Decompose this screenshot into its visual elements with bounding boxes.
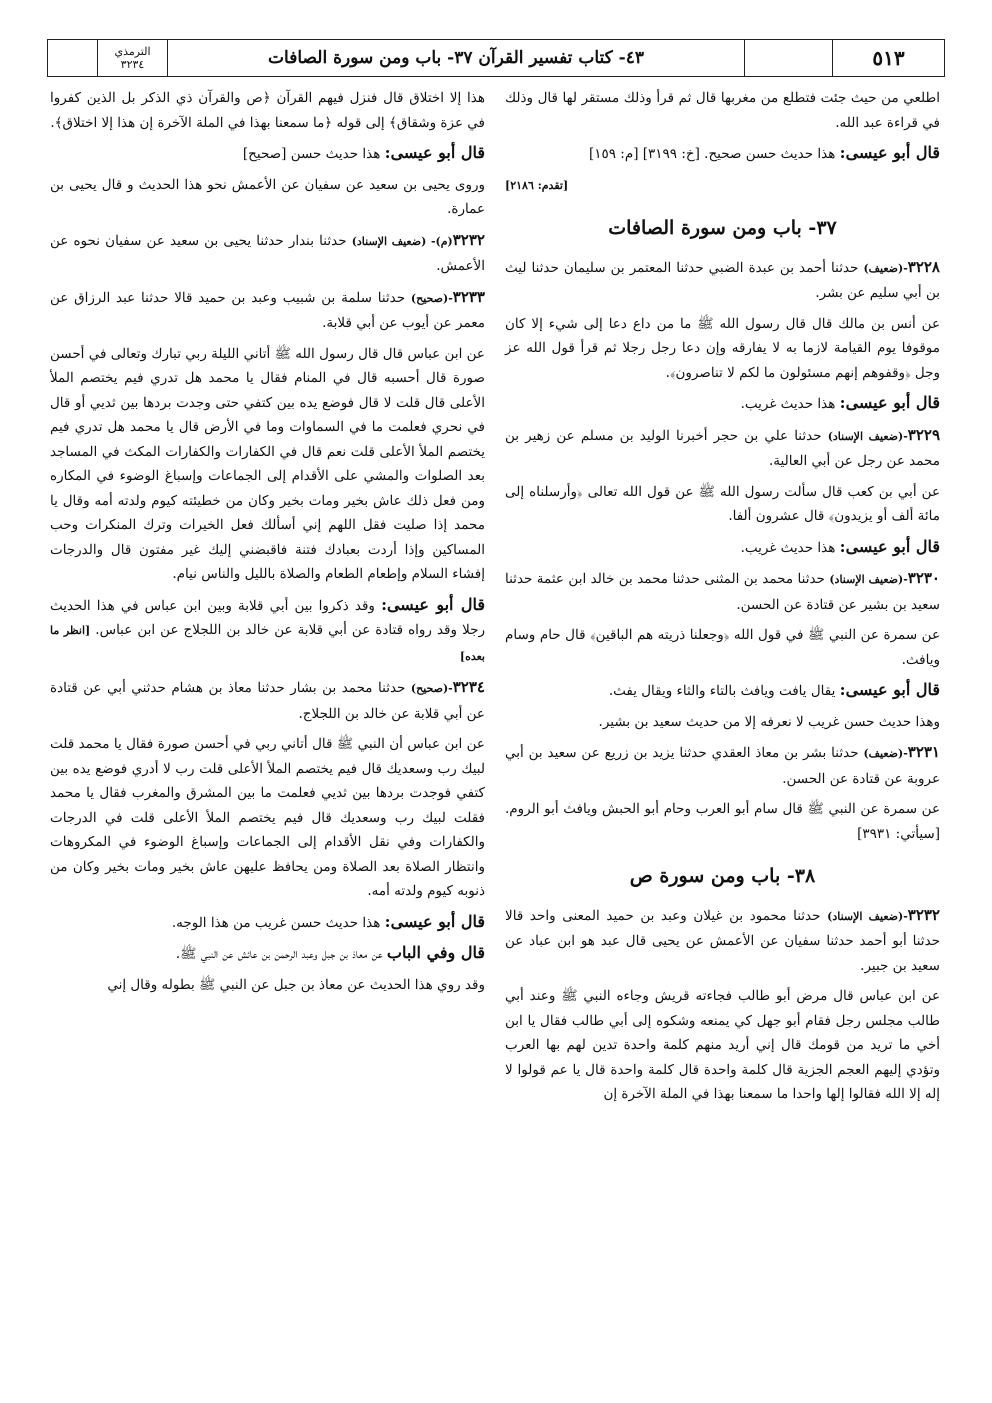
header-empty-cell (48, 40, 97, 76)
reference-label: الترمذي (114, 45, 151, 58)
page-header (47, 39, 945, 77)
paragraph: قال أبو عيسى: هذا حديث حسن صحيح. [خ: ٣١٩٩] [م: ١٥٩] (588, 143, 940, 162)
abu-isa-comment: قال أبو عيسى: هذا حديث حسن [صحيح] (242, 143, 485, 162)
bab-comment: قال وفي الباب عن معاذ بن جبل وعبد الرحمن بن عائش عن النبي ﷺ. (175, 943, 485, 962)
reference-number: ٣٢٣٤ (120, 58, 145, 71)
hadith-text: عن أبي بن كعب قال سألت رسول الله ﷺ عن قول الله تعالى ﴿وأرسلناه إلى مائة ألف أو يزيدون﴾ قال عشرون ألفا. (505, 483, 940, 524)
chapter-heading: ٣٧- باب ومن سورة الصافات (608, 217, 837, 239)
abu-isa-comment: قال أبو عيسى: وقد ذكروا بين أبي قلابة وبين ابن عباس في هذا الحديث رجلا وقد رواه قتادة عن أبي قلابة عن خالد بن اللجلاج عن ابن عباس. [انظر ما بعده] (50, 594, 486, 663)
hadith-3228: ٣٢٢٨-(ضعيف) حدثنا أحمد بن عبدة الضبي حدثنا المعتمر بن سليمان حدثنا ليث بن أبي سليم عن بشر. (505, 257, 940, 301)
hadith-3233: ٣٢٣٣-(صحيح) حدثنا سلمة بن شبيب وعبد بن حميد قالا حدثنا عبد الرزاق عن معمر عن أيوب عن أبي قلابة. (50, 287, 485, 331)
chapter-heading: ٣٨- باب ومن سورة ص (629, 865, 816, 887)
hadith-3230: ٣٢٣٠-(ضعيف الإسناد) حدثنا محمد بن المثنى حدثنا محمد بن خالد ابن عثمة حدثنا سعيد بن بشير عن قتادة عن الحسن. (505, 569, 940, 613)
header-reference (97, 40, 167, 76)
hadith-3234: ٣٢٣٤-(صحيح) حدثنا محمد بن بشار حدثنا معاذ بن هشام حدثني أبي عن قتادة عن أبي قلابة عن خالد بن اللجلاج. (50, 678, 485, 722)
abu-isa-comment: قال أبو عيسى: هذا حديث غريب. (740, 393, 940, 412)
paragraph: اطلعي من حيث جئت فتطلع من مغربها قال ثم قرأ وذلك مستقر لها قال وذلك في قراءة عبد الله. (505, 90, 940, 131)
abu-isa-comment: قال أبو عيسى: يقال يافت ويافث بالتاء والثاء ويقال يفث. (608, 680, 940, 699)
abu-isa-label: قال أبو عيسى: (839, 143, 940, 162)
hadith-3232m: ٣٢٣٢(م)- (ضعيف الإسناد) حدثنا بندار حدثنا يحيى بن سعيد عن سفيان نحوه عن الأعمش. (50, 230, 485, 274)
abu-isa-comment: قال أبو عيسى: هذا حديث حسن غريب من هذا الوجه. (171, 911, 485, 931)
hadith-text: عن ابن عباس قال مرض أبو طالب فجاءته قريش وجاءه النبي ﷺ وعند أبي طالب مجلس رجل فقام أبو جهل كي يمنعه وشكوه إلى أبي طالب فقال يا ابن أخي ما تريد من قومك قال إني أريد منهم كلمة واحدة تدين لهم بها العرب وتؤدي إليهم العجم الجزية قال كلمة واحدة قال كلمة واحدة قال يا عم قولوا لا إله إلا الله فقالوا إلها واحدا ما سمعنا بهذا في الملة الآخرة إن (505, 988, 940, 1102)
hadith-3231: ٣٢٣١-(ضعيف) حدثنا بشر بن معاذ العقدي حدثنا يزيد بن زريع عن سعيد بن أبي عروبة عن قتادة عن الحسن. (505, 743, 940, 787)
page-number: ٥١٣ (832, 40, 944, 76)
header-title: ٤٣- كتاب تفسير القرآن ٣٧- باب ومن سورة الصافات (167, 40, 744, 76)
hadith-text: عن ابن عباس قال قال رسول الله ﷺ أتاني الليلة ربي تبارك وتعالى في أحسن صورة قال أحسبه قال في المنام فقال يا محمد هل تدري فيم يختصم الملأ الأعلى قال قلت لا قال فوضع يده بين كتفي حتى وجدت بردها بين ثديي أو قال في نحري فعلمت ما في السماوات وما في الأرض قال يا محمد هل تدري فيم يختصم الملأ الأعلى قلت نعم قال في الكفارات والكفارات المكث في المساجد بعد الصلوات والمشي على الأقدام إلى الجماعات وإسباغ الوضوء في المكاره ومن فعل ذلك عاش بخير ومات بخير وكان من خطيئته كيوم ولدته أمه وقال يا محمد إذا صليت فقل اللهم إني أسألك فعل الخيرات وترك المنكرات وحب المساكين وإذا أردت بعبادك فتنة فاقبضني إليك غير مفتون قال والدرجات إفشاء السلام وإطعام الطعام والصلاة بالليل والناس نيام. (50, 345, 485, 582)
paragraph: وقد روي هذا الحديث عن معاذ بن جبل عن النبي ﷺ بطوله وقال إني (107, 976, 485, 993)
right-column (505, 86, 940, 1113)
paragraph: وهذا حديث حسن غريب لا نعرفه إلا من حديث سعيد بن بشير. (598, 713, 940, 730)
abu-isa-comment: قال أبو عيسى: هذا حديث غريب. (740, 536, 940, 556)
cross-reference: [تقدم: ٢١٨٦] (505, 178, 569, 192)
hadith-text: عن سمرة عن النبي ﷺ قال سام أبو العرب وحام أبو الحبش ويافث أبو الروم. [سيأتي: ٣٩٣١] (505, 801, 940, 842)
header-empty-cell (744, 40, 832, 76)
paragraph: هذا إلا اختلاق قال فنزل فيهم القرآن ﴿ص والقرآن ذي الذكر بل الذين كفروا في عزة وشقاق﴾ إلى قوله ﴿ما سمعنا بهذا في الملة الآخرة إن هذا إلا اختلاق﴾. (50, 90, 485, 131)
hadith-3232: ٣٢٣٢-(ضعيف الإسناد) حدثنا محمود بن غيلان وعبد بن حميد المعنى واحد قالا حدثنا أبو أحمد حدثنا سفيان عن الأعمش عن يحيى قال عبد هو ابن عباد عن سعيد بن جبير. (505, 905, 940, 974)
hadith-text: عن أنس بن مالك قال قال رسول الله ﷺ ما من داع دعا إلى شيء إلا كان موقوفا يوم القيامة لازما به لا يفارقه وإن دعا رجل رجلا ثم قرأ قول الله عز وجل ﴿وقفوهم إنهم مسئولون ما لكم لا تناصرون﴾. (505, 315, 940, 381)
hadith-3229: ٣٢٢٩-(ضعيف الإسناد) حدثنا علي بن حجر أخبرنا الوليد بن مسلم عن زهير بن محمد عن رجل عن أبي العالية. (505, 425, 941, 469)
hadith-text: عن ابن عباس أن النبي ﷺ قال أتاني ربي في أحسن صورة فقال يا محمد قلت لبيك رب وسعديك قال فيم يختصم الملأ الأعلى قلت رب لا أدري فوضع يده بين كتفي فوجدت بردها بين ثديي فعلمت ما بين المشرق والمغرب فقال يا محمد فقلت لبيك رب وسعديك قال فيم يختصم الملأ الأعلى قلت في الدرجات والكفارات وفي نقل الأقدام إلى الجماعات وإسباغ الوضوء في المكروهات وانتظار الصلاة بعد الصلاة ومن يحافظ عليهن عاش بخير ومات بخير وكان من ذنوبه كيوم ولدته أمه. (50, 736, 485, 899)
hadith-text: عن سمرة عن النبي ﷺ في قول الله ﴿وجعلنا ذريته هم الباقين﴾ قال حام وسام ويافث. (505, 627, 940, 668)
left-column (50, 86, 485, 1003)
paragraph: وروى يحيى بن سعيد عن سفيان عن الأعمش نحو هذا الحديث و قال يحيى بن عمارة. (50, 176, 485, 217)
